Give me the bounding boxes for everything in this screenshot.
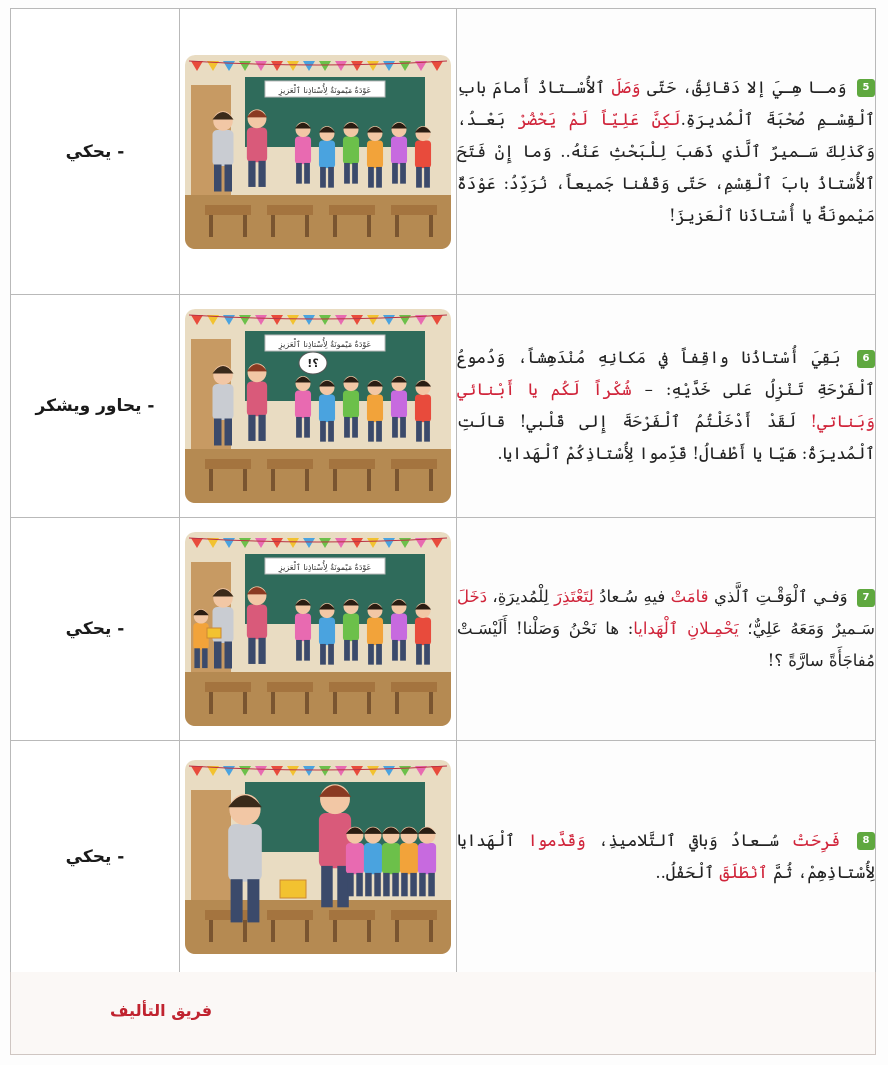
- desk-leg: [395, 692, 399, 714]
- desk: [391, 459, 437, 469]
- leg: [392, 872, 399, 895]
- leg: [344, 640, 350, 661]
- story-text: وَفـي ٱلْوَقْـتِ ٱلَّذي: [708, 587, 848, 606]
- action-cell: [11, 518, 180, 741]
- desk-leg: [243, 920, 247, 942]
- desk-leg: [395, 469, 399, 491]
- desk-leg: [395, 215, 399, 237]
- story-text: وَمـا هِـيَ إلا دَقائِقُ، حَتّى: [640, 77, 847, 97]
- leg: [248, 415, 255, 441]
- authors-credit: فريق التأليف: [110, 1001, 213, 1020]
- leg: [376, 644, 382, 665]
- paragraph-number-badge: 6: [857, 350, 875, 368]
- paragraph-number-badge: 5: [857, 79, 875, 97]
- leg: [248, 638, 255, 664]
- floor: [185, 900, 451, 954]
- body: [367, 395, 383, 423]
- desk-leg: [243, 692, 247, 714]
- body: [382, 843, 400, 874]
- illustration-cell: [180, 741, 457, 973]
- desk: [329, 459, 375, 469]
- leg: [424, 421, 430, 442]
- classroom-illustration: [185, 309, 451, 503]
- desk-leg: [305, 692, 309, 714]
- body: [391, 136, 407, 164]
- highlighted-phrase: لِتَعْتَذِرَ: [554, 587, 594, 606]
- story-text: : ها نَحْنُ وَصَلْنا! أَلَيْسَـتْ مُفاجَأَةً سارَّةً ؟!: [457, 619, 875, 670]
- leg: [352, 640, 358, 661]
- body: [391, 391, 407, 419]
- story-text: سُـعادُ وَباقي ٱلتَّلاميذِ،: [585, 830, 792, 850]
- highlighted-phrase: وَقَدَّموا: [527, 830, 586, 850]
- desk-leg: [305, 215, 309, 237]
- leg: [202, 648, 208, 668]
- story-text: لَقَدْ أَدْخَلْتُمُ ٱلْفَرْحَةَ إِلى قَلْبي! قالَتِ ٱلْمُديرَةُ: هَيّا يا أَطْفالُ! قَدِّموا لِأُسْتاذِكُمْ ٱلْهَدايا.: [457, 412, 875, 463]
- body: [418, 843, 436, 874]
- body: [319, 395, 335, 423]
- paragraph-number-badge: 7: [857, 589, 875, 607]
- leg: [248, 160, 255, 186]
- leg: [365, 872, 372, 895]
- story-text: –: [631, 380, 666, 399]
- leg: [392, 640, 398, 661]
- leg: [416, 421, 422, 442]
- leg: [304, 640, 310, 661]
- desk-leg: [209, 692, 213, 714]
- desk: [267, 910, 313, 920]
- classroom-illustration: [185, 55, 451, 249]
- action-label: - يحكي: [65, 846, 125, 867]
- leg: [194, 648, 200, 668]
- desk: [267, 205, 313, 215]
- leg: [368, 166, 374, 187]
- leg: [225, 164, 233, 191]
- leg: [400, 417, 406, 438]
- text-cell: [457, 295, 876, 518]
- leg: [401, 872, 408, 895]
- body: [295, 614, 311, 642]
- desk: [205, 205, 251, 215]
- gift-box: [207, 628, 221, 638]
- leg: [352, 417, 358, 438]
- desk-leg: [367, 215, 371, 237]
- story-text: ٱلْهَدايا لِأُسْتاذِهِمْ، ثُمَّ: [457, 830, 875, 882]
- desk-leg: [395, 920, 399, 942]
- desk-leg: [209, 215, 213, 237]
- desk-leg: [209, 469, 213, 491]
- leg: [320, 421, 326, 442]
- action-cell: [11, 9, 180, 295]
- paragraph: [457, 581, 875, 677]
- illustration-cell: [180, 518, 457, 741]
- leg: [374, 872, 381, 895]
- story-text: سَـميرٌ وَمَعَهُ عَلِيٌّ؛: [738, 619, 875, 638]
- desk: [205, 459, 251, 469]
- paragraph-number-badge: 8: [857, 832, 875, 850]
- classroom-illustration: [185, 532, 451, 726]
- text-cell: [457, 741, 876, 973]
- body: [319, 618, 335, 646]
- desk-leg: [271, 692, 275, 714]
- story-text: وَما إِنْ فَتَحَ ٱلأُسْتاذُ بابَ ٱلْقِسْمِ، حَتّى وَقَفْنا جَميعاً، نُرَدِّدُ: عَوْدَةٌ مَيْمونَةٌ يا أُسْتاذَنا ٱلْعَزيزَ!: [457, 141, 875, 225]
- classroom-illustration: [185, 760, 451, 954]
- desk-leg: [429, 215, 433, 237]
- leg: [258, 415, 265, 441]
- gift-box: [280, 880, 306, 898]
- desk: [205, 682, 251, 692]
- banner-text: عَوْدَةٌ مَيْمونَةٌ لِأُسْتاذِنا ٱلْعَزيزِ: [278, 563, 372, 572]
- body: [364, 843, 382, 874]
- leg: [368, 421, 374, 442]
- body: [400, 843, 418, 874]
- leg: [214, 164, 222, 191]
- body: [247, 127, 267, 162]
- desk-leg: [333, 469, 337, 491]
- story-row-6: [11, 295, 876, 518]
- story-text: لِلْمُديرَةِ،: [487, 587, 555, 606]
- floor: [185, 449, 451, 503]
- leg: [352, 162, 358, 183]
- speech-bubble-text: ؟!: [307, 357, 319, 370]
- leg: [424, 166, 430, 187]
- desk-leg: [271, 469, 275, 491]
- desk: [267, 682, 313, 692]
- story-text: ٱلْحَفْلُ..: [655, 862, 720, 882]
- leg: [344, 417, 350, 438]
- leg: [419, 872, 426, 895]
- desk: [391, 205, 437, 215]
- story-row-7: [11, 518, 876, 741]
- desk-leg: [367, 692, 371, 714]
- leg: [296, 162, 302, 183]
- highlighted-phrase: دَخَلَ: [457, 587, 488, 606]
- desk-leg: [367, 469, 371, 491]
- paragraph: [457, 825, 875, 889]
- leg: [225, 642, 233, 669]
- desk-leg: [209, 920, 213, 942]
- action-cell: [11, 295, 180, 518]
- floor: [185, 195, 451, 249]
- action-label: - يحكي: [65, 619, 125, 639]
- desk-leg: [305, 469, 309, 491]
- desk-leg: [333, 215, 337, 237]
- leg: [258, 160, 265, 186]
- desk-leg: [429, 920, 433, 942]
- body: [415, 618, 431, 646]
- action-label: - يحكي: [65, 141, 125, 162]
- desk: [267, 459, 313, 469]
- leg: [328, 644, 334, 665]
- leg: [416, 644, 422, 665]
- leg: [383, 872, 390, 895]
- leg: [296, 640, 302, 661]
- leg: [347, 872, 354, 895]
- desk-leg: [243, 469, 247, 491]
- desk: [391, 682, 437, 692]
- text-cell: [457, 518, 876, 741]
- story-row-8: [11, 741, 876, 973]
- leg: [400, 162, 406, 183]
- leg: [428, 872, 435, 895]
- leg: [321, 865, 333, 906]
- body: [343, 614, 359, 642]
- body: [295, 136, 311, 164]
- desk-leg: [333, 920, 337, 942]
- desk-leg: [243, 215, 247, 237]
- paragraph: [457, 72, 875, 232]
- desk: [329, 910, 375, 920]
- desk-leg: [429, 692, 433, 714]
- desk-leg: [305, 920, 309, 942]
- leg: [320, 644, 326, 665]
- floor: [185, 672, 451, 726]
- leg: [392, 162, 398, 183]
- body: [343, 391, 359, 419]
- text-cell: [457, 9, 876, 295]
- highlighted-phrase: فَرِحَتْ: [791, 830, 841, 850]
- story-row-5: [11, 9, 876, 295]
- desk: [329, 205, 375, 215]
- body: [391, 614, 407, 642]
- body: [213, 384, 234, 420]
- leg: [328, 166, 334, 187]
- leg: [376, 421, 382, 442]
- body: [343, 136, 359, 164]
- illustration-cell: [180, 9, 457, 295]
- highlighted-phrase: يَحْمِـلانِ ٱلْهَدايا: [633, 619, 739, 638]
- body: [367, 618, 383, 646]
- body: [247, 382, 267, 417]
- desk: [391, 910, 437, 920]
- banner-text: عَوْدَةٌ مَيْمونَةٌ لِأُسْتاذِنا ٱلْعَزيزِ: [278, 340, 372, 349]
- door: [191, 790, 231, 900]
- highlighted-phrase: ٱنْطَلَقَ: [719, 862, 768, 882]
- leg: [410, 872, 417, 895]
- leg: [247, 879, 259, 922]
- story-text: فيهِ سُـعادُ: [593, 587, 671, 606]
- body: [319, 140, 335, 168]
- action-label: - يحاور ويشكر: [35, 396, 155, 416]
- leg: [304, 417, 310, 438]
- leg: [214, 419, 222, 446]
- leg: [424, 644, 430, 665]
- body: [295, 391, 311, 419]
- desk-leg: [271, 215, 275, 237]
- body: [193, 623, 208, 649]
- leg: [392, 417, 398, 438]
- leg: [296, 417, 302, 438]
- leg: [368, 644, 374, 665]
- desk-leg: [429, 469, 433, 491]
- body: [247, 605, 267, 640]
- body: [415, 395, 431, 423]
- highlighted-phrase: قامَتْ: [670, 587, 709, 606]
- leg: [231, 879, 243, 922]
- leg: [376, 166, 382, 187]
- highlighted-phrase: لَكِنَّ عَلِيّاً لَمْ يَحْضُرْ: [517, 109, 681, 129]
- desk: [205, 910, 251, 920]
- body: [228, 824, 262, 882]
- body: [367, 140, 383, 168]
- highlighted-phrase: شُكْراً لَكُم يا أَبْنائي وَبَناتي!: [457, 380, 875, 431]
- leg: [356, 872, 363, 895]
- illustration-cell: [180, 295, 457, 518]
- story-text: ٱلأُسْـتاذُ أَمامَ بابِ ٱلْقِسْـمِ صُحْبَةَ ٱلْمُديرَةِ.: [457, 77, 875, 129]
- leg: [416, 166, 422, 187]
- banner-text: عَوْدَةٌ مَيْمونَةٌ لِأُسْتاذِنا ٱلْعَزيزِ: [278, 85, 372, 95]
- desk-leg: [271, 920, 275, 942]
- story-text: بَقِيَ أُسْتاذُنا واقِفاً في مَكانِهِ مُنْدَهِشاً، وَدُموعُ ٱلْفَرْحَةِ تَنْزِلُ عَلى خَدَّيْهِ:: [457, 348, 875, 399]
- leg: [258, 638, 265, 664]
- leg: [320, 166, 326, 187]
- action-cell: [11, 741, 180, 973]
- leg: [328, 421, 334, 442]
- desk: [329, 682, 375, 692]
- leg: [400, 640, 406, 661]
- body: [213, 130, 234, 166]
- leg: [344, 162, 350, 183]
- paragraph: [457, 342, 875, 470]
- body: [415, 140, 431, 168]
- body: [346, 843, 364, 874]
- leg: [214, 642, 222, 669]
- desk-leg: [367, 920, 371, 942]
- story-table: [10, 8, 876, 973]
- leg: [225, 419, 233, 446]
- leg: [304, 162, 310, 183]
- desk-leg: [333, 692, 337, 714]
- story-text: بَعْـدُ، وَكَذلِكَ سَـميرٌ ٱلَّذي ذَهَبَ لِلْبَحْثِ عَنْهُ..: [457, 109, 875, 161]
- highlighted-phrase: وَصَلَ: [611, 77, 641, 97]
